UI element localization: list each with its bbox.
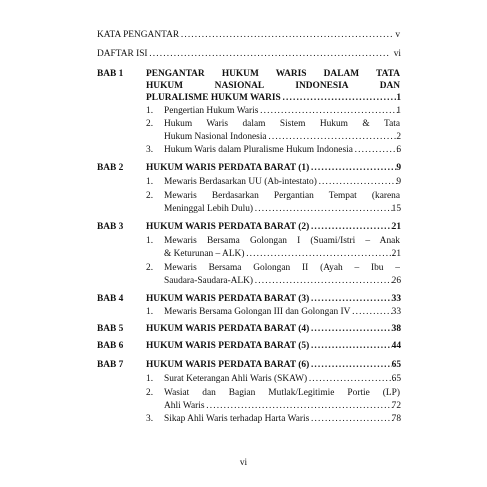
item-title: Surat Keterangan Ahli Waris (SKAW) . . . — [164, 374, 394, 385]
chapter-page: 9 — [396, 163, 401, 173]
item-number: 2. — [146, 119, 154, 129]
item-title: Saudara-Saudara-ALK) . . . — [164, 276, 394, 287]
chapter-label: BAB 1 — [97, 69, 124, 79]
chapter-title-line: HUKUM WARIS PERDATA BARAT (6) . . . — [146, 360, 392, 371]
item-number: 2. — [146, 388, 154, 398]
item-title: Mewaris Bersama Golongan I (Suami/Istri – Anak — [164, 236, 400, 246]
item-number: 2. — [146, 263, 154, 273]
item-page: 26 — [391, 276, 401, 286]
chapter-title-line: PLURALISME HUKUM WARIS . . . — [146, 93, 398, 104]
chapter-title-line: HUKUM WARIS PERDATA BARAT (2) . . . — [146, 222, 392, 233]
item-title: Mewaris Berdasarkan UU (Ab-intestato) . . . — [164, 177, 398, 188]
chapter-label: BAB 5 — [97, 324, 124, 334]
item-number: 3. — [146, 145, 154, 155]
item-title: & Keturunan – ALK) . . . — [164, 249, 394, 260]
item-title: Wasiat dan Bagian Mutlak/Legitimie Portie (LP) — [164, 388, 400, 398]
item-number: 1. — [146, 374, 154, 384]
item-number: 1. — [146, 307, 154, 317]
chapter-label: BAB 4 — [97, 294, 124, 304]
item-page: 78 — [391, 414, 401, 424]
item-number: 2. — [146, 191, 154, 201]
chapter-title-line: HUKUM NASIONAL INDONESIA DAN — [146, 81, 400, 91]
toc-entry-title: DAFTAR ISI . . . — [97, 49, 389, 60]
item-title: Mewaris Bersama Golongan III dan Golongan IV . . . — [164, 307, 394, 318]
chapter-title-line: HUKUM WARIS PERDATA BARAT (1) . . . — [146, 163, 398, 174]
chapter-title-line: HUKUM WARIS PERDATA BARAT (3) . . . — [146, 294, 392, 305]
item-title: Hukum Waris dalam Pluralisme Hukum Indonesia . . . — [164, 145, 398, 156]
item-page: 21 — [391, 249, 401, 259]
item-number: 1. — [146, 177, 154, 187]
chapter-page: 33 — [391, 294, 401, 304]
toc-entry-title: KATA PENGANTAR . . . — [97, 30, 393, 41]
chapter-label: BAB 2 — [97, 163, 124, 173]
item-title: Hukum Waris dalam Sistem Hukum & Tata — [164, 119, 400, 129]
item-page: 9 — [396, 177, 401, 187]
item-page: 72 — [391, 401, 401, 411]
toc-entry-page: v — [395, 30, 400, 40]
item-title: Meninggal Lebih Dulu) . . . — [164, 204, 394, 215]
chapter-page: 38 — [391, 324, 401, 334]
chapter-page: 1 — [396, 93, 401, 103]
item-title: Mewaris Bersama Golongan II (Ayah – Ibu – — [164, 263, 400, 273]
item-page: 65 — [391, 374, 401, 384]
chapter-page: 44 — [391, 341, 401, 351]
chapter-page: 21 — [391, 222, 401, 232]
item-page: 1 — [396, 106, 401, 116]
item-title: Hukum Nasional Indonesia . . . — [164, 132, 398, 143]
item-title: Mewaris Berdasarkan Pergantian Tempat (karena — [164, 191, 400, 201]
chapter-title-line: HUKUM WARIS PERDATA BARAT (4) . . . — [146, 324, 392, 335]
chapter-label: BAB 6 — [97, 341, 124, 351]
chapter-title-line: PENGANTAR HUKUM WARIS DALAM TATA — [146, 69, 400, 79]
item-number: 3. — [146, 414, 154, 424]
item-number: 1. — [146, 236, 154, 246]
page-number: vi — [239, 458, 248, 468]
item-page: 6 — [396, 145, 401, 155]
chapter-title-line: HUKUM WARIS PERDATA BARAT (5) . . . — [146, 341, 392, 352]
item-title: Sikap Ahli Waris terhadap Harta Waris . . . — [164, 414, 394, 425]
item-page: 33 — [391, 307, 401, 317]
chapter-label: BAB 3 — [97, 222, 124, 232]
chapter-page: 65 — [391, 360, 401, 370]
item-title: Ahli Waris . . . — [164, 401, 394, 412]
chapter-label: BAB 7 — [97, 360, 124, 370]
item-page: 2 — [396, 132, 401, 142]
toc-entry-page: vi — [393, 49, 401, 59]
item-title: Pengertian Hukum Waris . . . — [164, 106, 398, 117]
item-page: 15 — [391, 204, 401, 214]
item-number: 1. — [146, 106, 154, 116]
